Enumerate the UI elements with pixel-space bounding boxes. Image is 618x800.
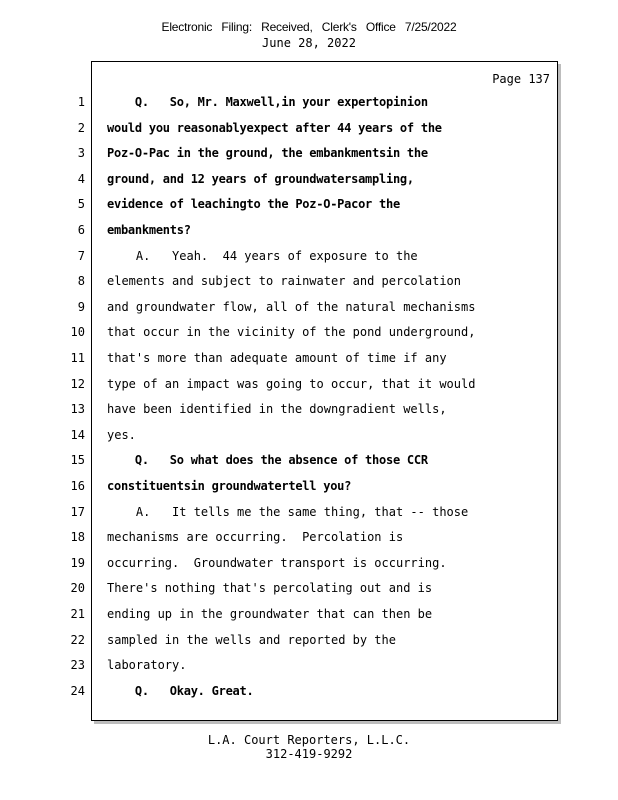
line-number: 23 xyxy=(70,658,85,673)
line-text: Q. Okay. Great. xyxy=(107,683,254,698)
line-text: have been identified in the downgradient wells, xyxy=(107,402,447,417)
transcript-line xyxy=(60,320,520,346)
line-text: A. It tells me the same thing, that -- those xyxy=(107,504,469,519)
line-number: 5 xyxy=(77,197,85,212)
line-number: 22 xyxy=(70,632,85,647)
line-text: type of an impact was going to occur, that it would xyxy=(107,376,476,391)
transcript-line xyxy=(60,90,520,116)
line-text: laboratory. xyxy=(107,658,187,673)
line-text: ending up in the groundwater that can then be xyxy=(107,607,433,621)
transcript-line xyxy=(60,244,520,270)
transcript-line xyxy=(60,525,520,551)
line-number: 24 xyxy=(70,683,85,698)
deposition-date: June 28, 2022 xyxy=(262,36,356,50)
transcript-line xyxy=(60,474,520,500)
transcript-line xyxy=(60,218,520,244)
line-number: 19 xyxy=(70,555,85,570)
line-text: Poz-O-Pac in the ground, the embankmentsin the xyxy=(107,146,428,161)
line-text: mechanisms are occurring. Percolation is xyxy=(107,530,404,545)
transcript-line xyxy=(60,576,520,602)
line-number: 15 xyxy=(70,453,85,468)
line-text: evidence of leachingto the Poz-O-Pacor the xyxy=(107,197,400,212)
transcript-line xyxy=(60,653,520,679)
line-text: that occur in the vicinity of the pond underground, xyxy=(107,325,476,340)
reporter-company: L.A. Court Reporters, L.L.C. xyxy=(207,733,411,747)
transcript-line xyxy=(60,602,520,628)
line-text: ground, and 12 years of groundwatersampling, xyxy=(107,171,414,186)
line-number: 20 xyxy=(70,581,85,596)
line-number: 18 xyxy=(70,530,85,545)
transcript-line xyxy=(60,116,520,142)
line-number: 3 xyxy=(77,146,85,161)
transcript-line xyxy=(60,141,520,167)
line-number: 13 xyxy=(70,402,85,417)
line-text: and groundwater flow, all of the natural mechanisms xyxy=(107,299,476,314)
transcript-line xyxy=(60,167,520,193)
line-number: 2 xyxy=(77,120,85,135)
line-text: embankments? xyxy=(107,223,191,237)
line-text: There's nothing that's percolating out and is xyxy=(107,581,433,596)
transcript-line xyxy=(60,295,520,321)
line-number: 8 xyxy=(77,274,85,289)
reporter-phone: 312-419-9292 xyxy=(265,747,353,761)
transcript-line xyxy=(60,628,520,654)
transcript-line xyxy=(60,423,520,449)
line-text: elements and subject to rainwater and percolation xyxy=(107,274,462,289)
line-text: Q. So, Mr. Maxwell,in your expertopinion xyxy=(107,95,428,109)
line-number: 1 xyxy=(77,95,85,109)
transcript-line xyxy=(60,551,520,577)
line-text: Q. So what does the absence of those CCR xyxy=(107,453,428,468)
line-text: would you reasonablyexpect after 44 years of the xyxy=(107,120,442,135)
filing-stamp: Electronic Filing: Received, Clerk's Office 7/25/2022 xyxy=(161,20,457,34)
transcript-line xyxy=(60,500,520,526)
line-number: 21 xyxy=(70,607,85,621)
line-text: occurring. Groundwater transport is occurring. xyxy=(107,555,447,570)
transcript-line xyxy=(60,679,520,705)
transcript-line xyxy=(60,192,520,218)
line-number: 10 xyxy=(70,325,85,340)
transcript-line xyxy=(60,372,520,398)
line-text: that's more than adequate amount of time if any xyxy=(107,351,447,365)
transcript-line xyxy=(60,346,520,372)
line-number: 7 xyxy=(77,248,85,263)
line-number: 11 xyxy=(70,351,85,365)
transcript-line xyxy=(60,448,520,474)
line-number: 12 xyxy=(70,376,85,391)
line-number: 9 xyxy=(77,299,85,314)
line-number: 14 xyxy=(70,427,85,442)
line-text: yes. xyxy=(107,427,136,442)
page-number: Page 137 xyxy=(492,72,550,86)
transcript-line xyxy=(60,397,520,423)
line-number: 6 xyxy=(77,223,85,237)
line-text: A. Yeah. 44 years of exposure to the xyxy=(107,248,418,263)
transcript-line xyxy=(60,269,520,295)
line-text: constituentsin groundwatertell you? xyxy=(107,479,352,493)
line-number: 17 xyxy=(70,504,85,519)
line-number: 16 xyxy=(70,479,85,493)
line-text: sampled in the wells and reported by the xyxy=(107,632,396,647)
line-number: 4 xyxy=(77,171,85,186)
